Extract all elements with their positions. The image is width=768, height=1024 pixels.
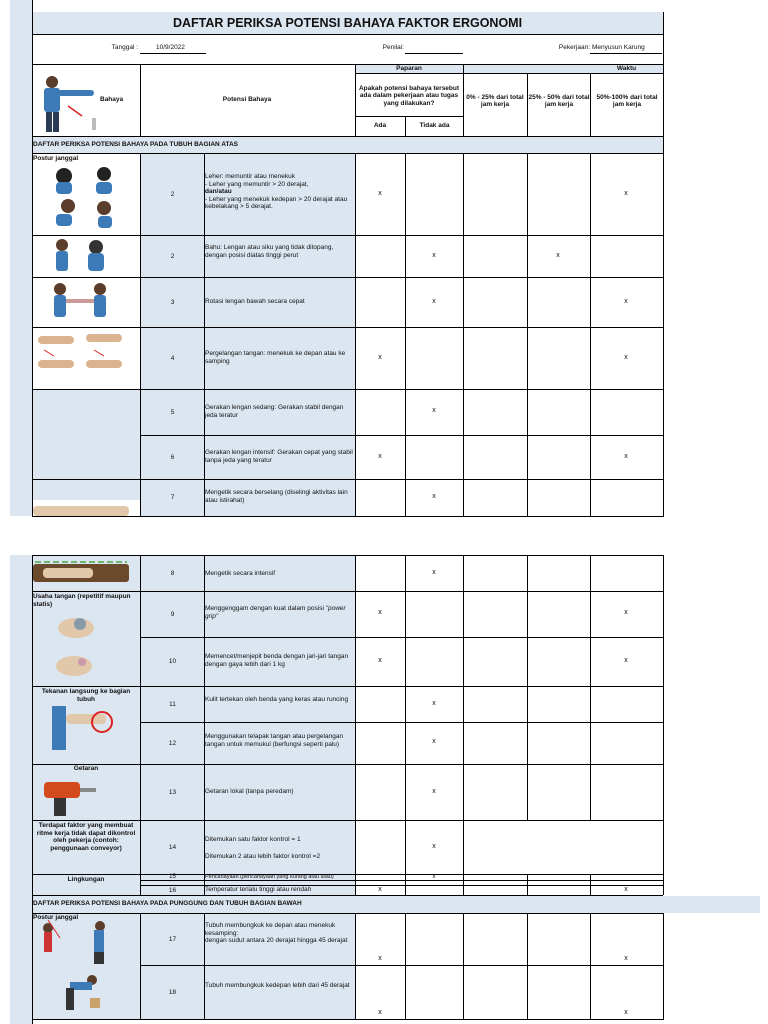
mark-ada[interactable]: x (378, 354, 382, 361)
category-ritme-kerja: Terdapat faktor yang membuat ritme kerja tidak dapat dikontrol oleh pekerja (contoh: penggunaan conveyor) (36, 822, 136, 852)
waktu-header: Waktu (616, 65, 637, 73)
mark-waktu-50-100[interactable]: x (624, 354, 628, 361)
tanggal-value[interactable]: 10/9/2022 (156, 44, 185, 51)
worker-illustration-icon (38, 68, 100, 134)
row-number: 10 (168, 658, 177, 666)
row-potensi-text: Menggenggam dengan kuat dalam posisi "power grip" (205, 605, 346, 620)
left-margin-strip (10, 555, 32, 1024)
mark-ada[interactable]: x (378, 1009, 382, 1016)
shoulder-posture-icon (50, 237, 112, 273)
waktu-0-25-header: 0% - 25% dari total jam kerja (466, 93, 524, 108)
tanggal-label: Tanggal : (111, 44, 138, 51)
row-potensi-text: Pencahayaan (pencahayaan yang kurang atau silau) (205, 874, 334, 880)
row-number: 18 (168, 988, 177, 996)
row-number: 8 (170, 569, 175, 577)
row-number: 13 (168, 788, 177, 796)
row-number: 6 (170, 453, 175, 461)
mark-waktu-50-100[interactable]: x (624, 657, 628, 664)
row-number: 15 (169, 873, 176, 880)
mark-waktu-50-100[interactable]: x (624, 886, 628, 893)
mark-tidak-ada[interactable]: x (432, 569, 436, 576)
row-potensi-text: Pergelangan tangan: menekuk ke depan atau ke samping (205, 350, 346, 365)
row-potensi-text: Gerakan lengan sedang: Gerakan stabil dengan jeda teratur (205, 404, 344, 419)
question-header: Apakah potensi bahaya tersebut ada dalam pekerjaan atau tugas yang dilakukan? (358, 84, 460, 107)
mark-ada[interactable]: x (378, 955, 382, 962)
pekerjaan-value[interactable]: Menyusun Karung (592, 44, 645, 51)
category-tekanan: Tekanan langsung ke bagian tubuh (41, 688, 131, 703)
mark-waktu-25-50[interactable]: x (556, 252, 560, 259)
mark-tidak-ada[interactable]: x (432, 252, 436, 259)
row-number: 2 (170, 252, 175, 260)
row-potensi-text: Kulit tertekan oleh benda yang keras atau runcing (205, 696, 349, 703)
mark-waktu-50-100[interactable]: x (624, 453, 628, 460)
mark-ada[interactable]: x (378, 609, 382, 616)
category-postur-janggal-bawah: Postur janggal (33, 914, 79, 921)
row-potensi-text: Tubuh membungkuk kedepan lebih dari 45 derajat (205, 982, 350, 989)
row-number: 11 (169, 700, 176, 708)
row-potensi-text: Mengetik secara berselang (diselingi aktivitas lain atau istirahat) (205, 489, 348, 504)
row-potensi-text: Memencet/menjepit benda dengan jari-jari tangan dengan gaya lebih dari 1 kg (205, 653, 349, 668)
row-potensi-text: Getaran lokal (tanpa peredam) (205, 788, 294, 795)
category-usaha-tangan: Usaha tangan (repetitif maupun statis) (33, 593, 131, 608)
mark-waktu-50-100[interactable]: x (624, 1009, 628, 1016)
row-potensi-text: Gerakan lengan intensif: Gerakan cepat yang stabil tanpa jeda yang teratur (205, 449, 353, 464)
mark-tidak-ada[interactable]: x (432, 493, 436, 500)
row-number: 5 (170, 408, 175, 416)
mark-tidak-ada[interactable]: x (432, 298, 436, 305)
keyboard-hand-icon (33, 500, 129, 516)
tidak-ada-header: Tidak ada (419, 122, 450, 130)
mark-tidak-ada[interactable]: x (432, 407, 436, 414)
row-potensi-text: Rotasi lengan bawah secara cepat (205, 298, 305, 305)
row-number: 7 (170, 494, 175, 502)
back-bending-icon (34, 918, 124, 966)
section-back-lower-body: DAFTAR PERIKSA POTENSI BAHAYA PADA PUNGGUNG DAN TUBUH BAGIAN BAWAH (33, 900, 302, 907)
category-lingkungan: Lingkungan (67, 876, 105, 883)
row-number: 12 (168, 739, 177, 747)
mark-waktu-50-100[interactable]: x (624, 298, 628, 305)
row-number: 14 (168, 843, 177, 851)
penilai-label: Penilai: (382, 44, 404, 51)
row-potensi-text: Mengetik secara intensif (205, 570, 276, 577)
mark-ada[interactable]: x (378, 453, 382, 460)
mark-tidak-ada[interactable]: x (432, 874, 436, 880)
mark-tidak-ada[interactable]: x (432, 700, 436, 707)
paparan-header: Paparan (396, 65, 422, 73)
potensi-header: Potensi Bahaya (222, 96, 272, 104)
wrist-posture-icon (34, 330, 126, 378)
category-getaran: Getaran (73, 765, 99, 772)
bahaya-header: Bahaya (100, 96, 124, 103)
mark-tidak-ada[interactable]: x (432, 843, 436, 850)
row-potensi-text: Tubuh membungkuk ke depan atau menekuk kesamping: dengan sudut antara 20 derajat hingga 45 derajat (205, 922, 348, 944)
row-potensi-text: Leher: memuntir atau menekuk - Leher yang memuntir > 20 derajat, dan/atau - Leher yang menekuk kedepan > 20 derajat atau kebelakang > 5 derajat. (205, 173, 348, 210)
power-grip-icon (50, 612, 100, 642)
row-number: 3 (170, 298, 175, 306)
section-upper-body: DAFTAR PERIKSA POTENSI BAHAYA PADA TUBUH BAGIAN ATAS (33, 141, 239, 148)
row-potensi-text: Temperatur terlalu tinggi atau rendah (205, 886, 312, 893)
mark-waktu-50-100[interactable]: x (624, 609, 628, 616)
forward-bend-icon (56, 970, 104, 1014)
waktu-50-100-header: 50%-100% dari total jam kerja (596, 93, 658, 108)
forearm-rotation-icon (50, 281, 112, 323)
ada-header: Ada (373, 122, 387, 130)
row-number: 17 (168, 935, 177, 943)
mark-tidak-ada[interactable]: x (432, 788, 436, 795)
row-number: 16 (168, 886, 177, 894)
left-margin-strip (10, 0, 32, 516)
mark-tidak-ada[interactable]: x (432, 738, 436, 745)
keyboard-intensive-icon (33, 560, 133, 586)
mark-ada[interactable]: x (378, 190, 382, 197)
row-number: 4 (170, 354, 175, 362)
row-potensi-text: Bahu: Lengan atau siku yang tidak ditopang, dengan posisi diatas tinggi perut (205, 244, 334, 259)
wrist-pressure-icon (48, 704, 124, 752)
power-drill-icon (40, 774, 102, 818)
pinch-grip-icon (50, 650, 100, 680)
row-number: 9 (170, 610, 175, 618)
pekerjaan-label: Pekerjaan: (558, 44, 590, 51)
mark-waktu-50-100[interactable]: x (624, 190, 628, 197)
row-potensi-text: Menggunakan telapak tangan atau pergelangan tangan untuk memukul (berfungsi seperti palu) (205, 733, 344, 748)
category-postur-janggal: Postur janggal (33, 155, 79, 162)
row-number: 2 (170, 190, 175, 198)
page-title: DAFTAR PERIKSA POTENSI BAHAYA FAKTOR ERGONOMI (32, 12, 663, 34)
mark-ada[interactable]: x (378, 657, 382, 664)
mark-ada[interactable]: x (378, 886, 382, 893)
waktu-25-50-header: 25% - 50% dari total jam kerja (528, 93, 590, 108)
mark-waktu-50-100[interactable]: x (624, 955, 628, 962)
neck-posture-icon (50, 164, 130, 230)
row-potensi-text: Ditemukan satu faktor kontrol = 1 Ditemukan 2 atau lebih faktor kontrol =2 (205, 836, 321, 860)
